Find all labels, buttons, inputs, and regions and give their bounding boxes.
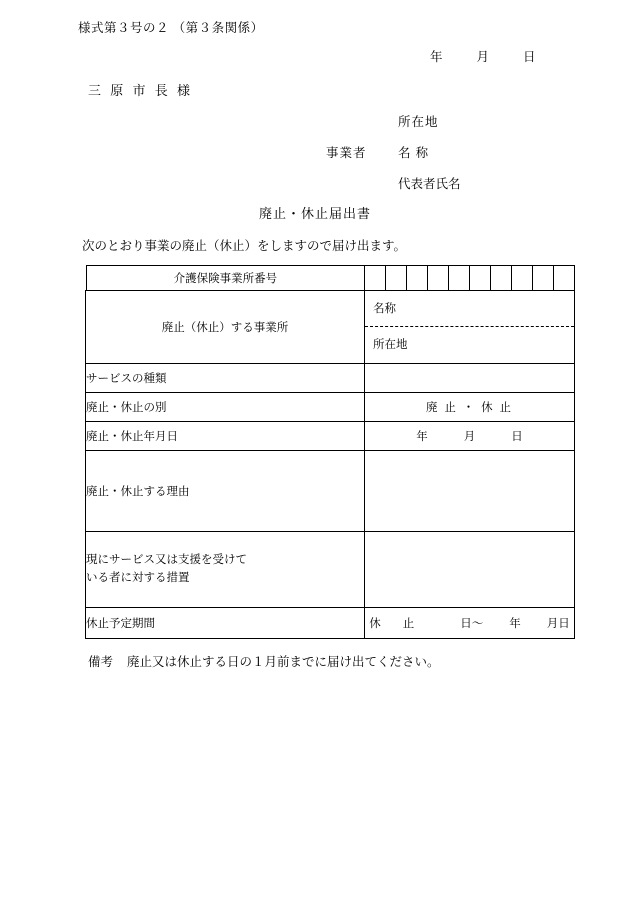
suspension-part-6: 日	[558, 618, 570, 630]
date-month-label: 月	[476, 50, 490, 64]
measures-label-text: 現にサービス又は支援を受けて いる者に対する措置	[86, 554, 247, 584]
insurance-number-box[interactable]	[428, 266, 449, 291]
applicant-address-label: 所在地	[398, 115, 439, 129]
suspension-part-4: 年	[509, 618, 521, 630]
abolish-suspend-label: 廃止・休止の別	[86, 393, 365, 422]
table-row-service-type	[86, 364, 575, 393]
table-row-abolish-or-suspend	[86, 393, 575, 422]
reason-value[interactable]	[365, 451, 575, 532]
applicant-representative-label: 代表者氏名	[398, 177, 461, 191]
date-year-label: 年	[430, 50, 443, 64]
date-line	[430, 47, 536, 65]
abolish-date-label: 廃止・休止年月日	[86, 422, 365, 451]
applicant-block	[300, 112, 560, 205]
table-row-abolish-date	[86, 422, 575, 451]
notification-table	[85, 265, 575, 639]
applicant-entity-label: 事業者	[326, 146, 367, 160]
suspension-part-3: 日～	[460, 618, 484, 630]
page-title: 廃止・休止届出書	[258, 206, 371, 221]
abolish-date-month: 月	[463, 431, 476, 443]
note	[88, 652, 440, 670]
intro-text: 次のとおり事業の廃止（休止）をしますので届け出ます。	[82, 239, 407, 253]
note-text: 廃止又は休止する日の１月前までに届け出てください。	[127, 655, 440, 669]
insurance-number-box[interactable]	[554, 266, 575, 291]
applicant-row	[300, 174, 560, 205]
insurance-number-box[interactable]	[512, 266, 533, 291]
applicant-name-label: 名 称	[398, 146, 430, 160]
suspension-part-5: 月	[546, 618, 559, 630]
office-value-cell	[365, 291, 575, 364]
table-row-office	[86, 291, 575, 364]
service-type-value[interactable]	[365, 364, 575, 393]
suspension-part-1: 休	[369, 618, 381, 630]
note-lead: 備考	[88, 655, 114, 669]
insurance-number-box[interactable]	[449, 266, 470, 291]
reason-label: 廃止・休止する理由	[86, 451, 365, 532]
table-row-reason	[86, 451, 575, 532]
office-label: 廃止（休止）する事業所	[86, 291, 365, 364]
abolish-suspend-value[interactable]: 廃 止 ・ 休 止	[365, 393, 575, 422]
table-row-measures	[86, 532, 575, 608]
table-row-insurance-number	[86, 266, 575, 291]
addressee: 三 原 市 長 様	[88, 83, 194, 98]
service-type-label: サービスの種類	[86, 364, 365, 393]
table-row-suspension-period	[86, 608, 575, 639]
suspension-period-value[interactable]	[365, 608, 575, 639]
abolish-date-day: 日	[511, 431, 523, 443]
office-name-label[interactable]: 名称	[365, 292, 574, 327]
insurance-number-box[interactable]	[533, 266, 554, 291]
office-address-label[interactable]: 所在地	[373, 338, 408, 351]
measures-value[interactable]	[365, 532, 575, 608]
date-day-label: 日	[523, 50, 536, 64]
abolish-date-year: 年	[416, 431, 428, 443]
suspension-period-label: 休止予定期間	[86, 608, 365, 639]
applicant-row	[300, 143, 560, 174]
insurance-number-box[interactable]	[407, 266, 428, 291]
abolish-date-value[interactable]	[365, 422, 575, 451]
measures-label	[86, 532, 365, 608]
insurance-number-box[interactable]	[386, 266, 407, 291]
insurance-number-box[interactable]	[491, 266, 512, 291]
insurance-number-box[interactable]	[365, 266, 386, 291]
suspension-part-2: 止	[402, 618, 415, 630]
insurance-number-label: 介護保険事業所番号	[86, 266, 364, 291]
applicant-row	[300, 112, 560, 143]
insurance-number-box[interactable]	[470, 266, 491, 291]
form-id: 様式第３号の２ （第３条関係）	[78, 21, 264, 35]
